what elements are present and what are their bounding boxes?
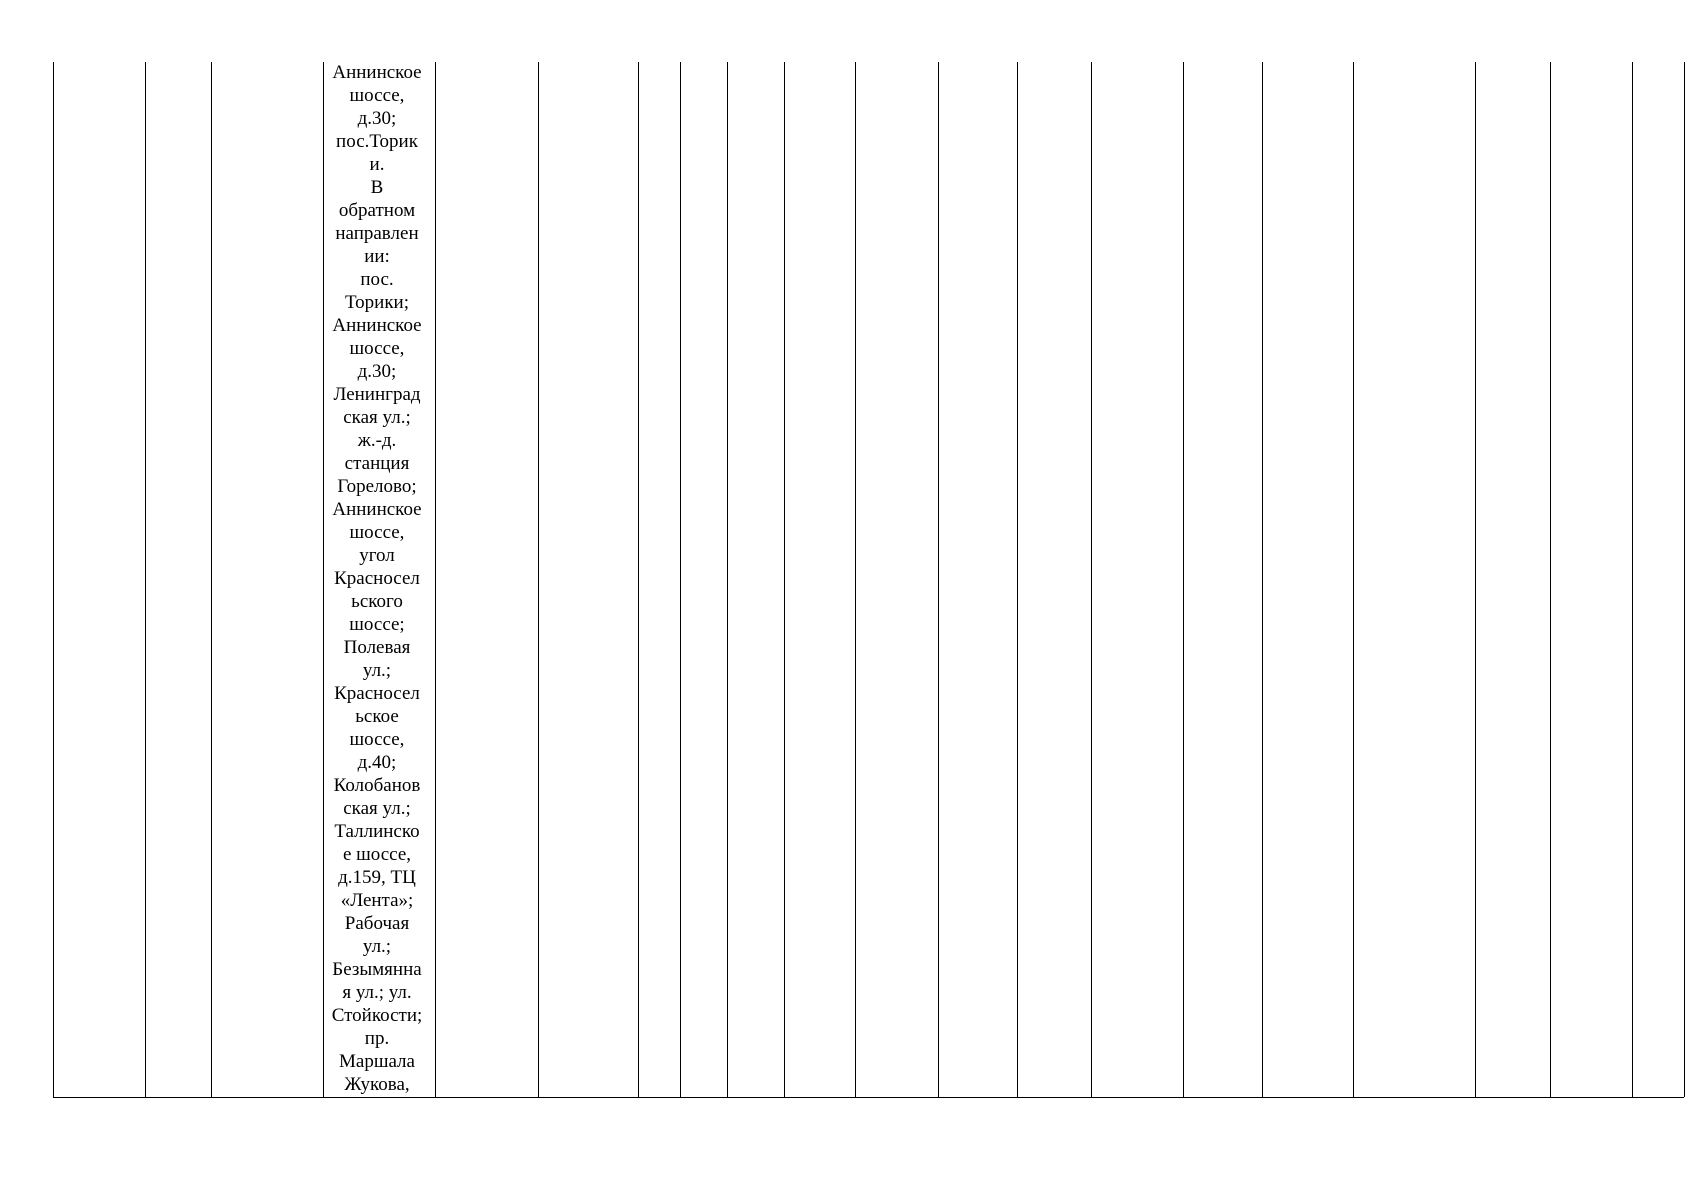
column-border: [1183, 62, 1184, 1097]
route-stop-line: В: [370, 177, 384, 198]
column-border: [1262, 62, 1263, 1097]
column-border: [1475, 62, 1476, 1097]
route-stop-line: направлен: [335, 223, 419, 244]
route-stop-line: шоссе,: [349, 85, 405, 106]
route-stop-line: шоссе,: [349, 338, 405, 359]
route-stop-line: ьское: [355, 706, 399, 727]
column-border: [855, 62, 856, 1097]
column-border: [938, 62, 939, 1097]
route-stop-line: шоссе;: [349, 614, 405, 635]
route-stop-line: д.159, ТЦ: [338, 867, 416, 888]
route-stop-line: Торики;: [344, 292, 410, 313]
column-border: [784, 62, 785, 1097]
route-stop-line: пос.: [360, 269, 394, 290]
route-stop-line: ская ул.;: [343, 798, 411, 819]
route-stop-line: Жукова,: [344, 1074, 410, 1095]
route-stop-line: станция: [344, 453, 410, 474]
route-stop-line: «Лента»;: [340, 890, 414, 911]
route-stop-line: пр.: [364, 1028, 390, 1049]
route-stop-line: ии:: [364, 246, 390, 267]
route-stop-line: Таллинско: [334, 821, 420, 842]
column-border: [1017, 62, 1018, 1097]
route-stop-line: ул.;: [362, 660, 392, 681]
column-border: [1684, 62, 1685, 1097]
route-table: [53, 62, 1684, 1098]
route-stop-line: Рабочая: [344, 913, 410, 934]
route-stop-line: ул.;: [362, 936, 392, 957]
column-border: [1091, 62, 1092, 1097]
route-stop-line: и.: [369, 154, 385, 175]
route-stop-line: ж.-д.: [357, 430, 397, 451]
column-border: [435, 62, 436, 1097]
route-stop-line: Аннинское: [332, 499, 422, 520]
route-stop-line: Маршала: [339, 1051, 415, 1072]
column-border: [145, 62, 146, 1097]
column-border: [538, 62, 539, 1097]
column-border: [1632, 62, 1633, 1097]
route-stop-line: Полевая: [343, 637, 411, 658]
route-stop-line: ьского: [351, 591, 403, 612]
route-stop-line: Красносел: [334, 568, 420, 589]
column-border: [638, 62, 639, 1097]
route-stop-line: Аннинское: [332, 62, 422, 83]
route-stop-line: Ленинград: [333, 384, 421, 405]
route-stop-line: Стойкости;: [331, 1005, 423, 1026]
route-stop-line: Красносел: [334, 683, 420, 704]
column-border: [1550, 62, 1551, 1097]
route-stop-line: д.30;: [357, 108, 397, 129]
route-stop-line: шоссе,: [349, 522, 405, 543]
route-stop-line: пос.Торик: [336, 131, 418, 152]
route-stop-line: Безымянна: [332, 959, 422, 980]
route-stop-line: Аннинское: [332, 315, 422, 336]
route-stop-line: угол: [359, 545, 395, 566]
route-stops-cell: [322, 61, 432, 1096]
column-border: [680, 62, 681, 1097]
route-stop-line: Горелово;: [337, 476, 417, 497]
column-border: [1353, 62, 1354, 1097]
route-stop-line: обратном: [338, 200, 416, 221]
route-stop-line: ская ул.;: [343, 407, 411, 428]
route-stop-line: е шоссе,: [342, 844, 412, 865]
route-stop-line: шоссе,: [349, 729, 405, 750]
route-stop-line: я ул.; ул.: [342, 982, 412, 1003]
column-border: [727, 62, 728, 1097]
route-stop-line: д.30;: [357, 361, 397, 382]
route-stop-line: Колобанов: [333, 775, 421, 796]
column-border: [211, 62, 212, 1097]
route-stop-line: д.40;: [357, 752, 397, 773]
